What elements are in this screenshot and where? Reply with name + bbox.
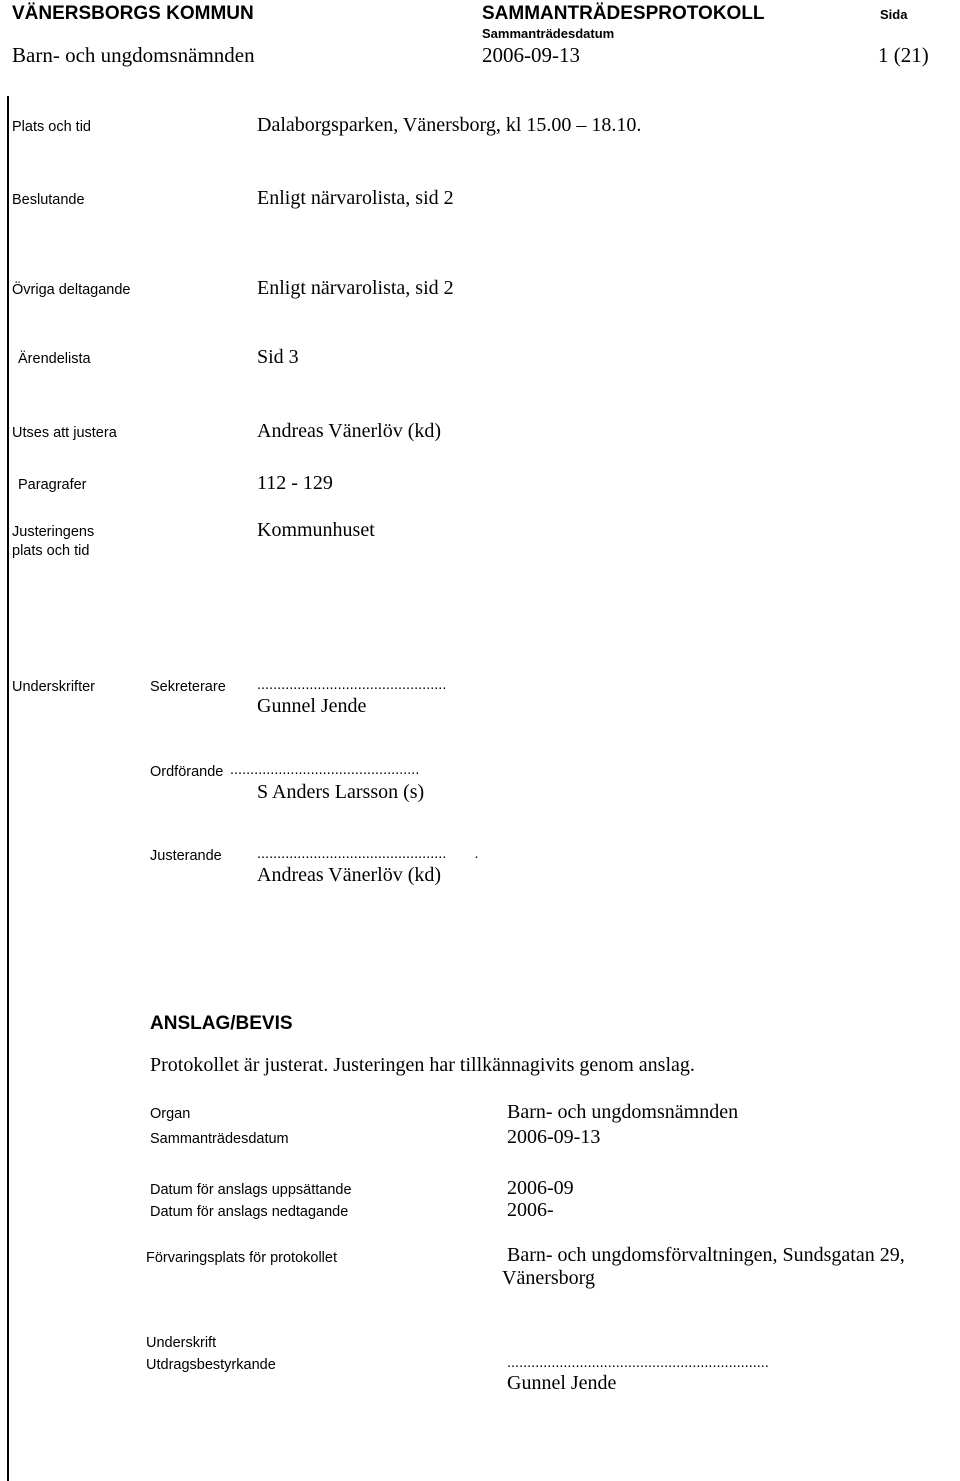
field-label-ovriga-deltagande: Övriga deltagande (12, 282, 131, 298)
page-label: Sida (880, 7, 908, 22)
field-label-plats-och-tid-2: plats och tid (12, 543, 90, 559)
anslag-date-value: 2006-09-13 (507, 1126, 601, 1148)
field-label-arendelista: Ärendelista (18, 351, 91, 367)
field-value-justeringens-plats: Kommunhuset (257, 519, 375, 541)
page-number: 1 (21) (878, 43, 929, 67)
secretary-name: Gunnel Jende (257, 695, 367, 717)
anslag-statement: Protokollet är justerat. Justeringen har tillkännagivits genom anslag. (150, 1054, 695, 1076)
adjuster-label: Justerande (150, 848, 222, 864)
storage-value-line1: Barn- och ungdomsförvaltningen, Sundsgatan 29, (507, 1244, 905, 1266)
municipality-name: VÄNERSBORGS KOMMUN (12, 3, 254, 24)
adjuster-name: Andreas Vänerlöv (kd) (257, 864, 442, 886)
document-type: SAMMANTRÄDESPROTOKOLL (482, 3, 765, 24)
field-label-utses-att-justera: Utses att justera (12, 425, 117, 441)
margin-rule (7, 96, 9, 1481)
anslag-title: ANSLAG/BEVIS (150, 1013, 293, 1034)
field-label-paragrafer: Paragrafer (18, 477, 87, 493)
certifier-name: Gunnel Jende (507, 1372, 617, 1394)
secretary-label: Sekreterare (150, 679, 226, 695)
signature-label: Underskrift (146, 1335, 217, 1351)
posted-date-value: 2006-09 (507, 1177, 574, 1199)
removed-date-label: Datum för anslags nedtagande (150, 1204, 349, 1220)
secretary-signature-line: ............................................... (257, 677, 447, 693)
field-value-utses-att-justera: Andreas Vänerlöv (kd) (257, 420, 442, 442)
anslag-date-label: Sammanträdesdatum (150, 1131, 289, 1147)
date-label: Sammanträdesdatum (482, 26, 615, 41)
certifier-label: Utdragsbestyrkande (146, 1357, 276, 1373)
committee-name: Barn- och ungdomsnämnden (12, 43, 255, 67)
field-value-plats-och-tid: Dalaborgsparken, Vänersborg, kl 15.00 – 18.10. (257, 114, 642, 136)
field-value-paragrafer: 112 - 129 (257, 472, 333, 494)
field-value-arendelista: Sid 3 (257, 346, 299, 368)
field-value-beslutande: Enligt närvarolista, sid 2 (257, 187, 454, 209)
certifier-signature-line: ................................................................. (507, 1355, 769, 1371)
chair-name: S Anders Larsson (s) (257, 781, 425, 803)
storage-label: Förvaringsplats för protokollet (146, 1250, 337, 1266)
removed-date-value: 2006- (507, 1199, 554, 1221)
field-label-beslutande: Beslutande (12, 192, 85, 208)
chair-signature-line: ............................................... (230, 762, 420, 778)
field-label-plats-och-tid: Plats och tid (12, 119, 91, 135)
organ-value: Barn- och ungdomsnämnden (507, 1101, 739, 1123)
storage-value-line2: Vänersborg (502, 1267, 595, 1289)
meeting-date: 2006-09-13 (482, 43, 580, 67)
chair-label: Ordförande (150, 764, 224, 780)
organ-label: Organ (150, 1106, 191, 1122)
field-value-ovriga-deltagande: Enligt närvarolista, sid 2 (257, 277, 454, 299)
posted-date-label: Datum för anslags uppsättande (150, 1182, 352, 1198)
field-label-justeringens: Justeringens (12, 524, 95, 540)
adjuster-signature-line: ............................................... . (257, 846, 479, 862)
signatures-label: Underskrifter (12, 679, 95, 695)
